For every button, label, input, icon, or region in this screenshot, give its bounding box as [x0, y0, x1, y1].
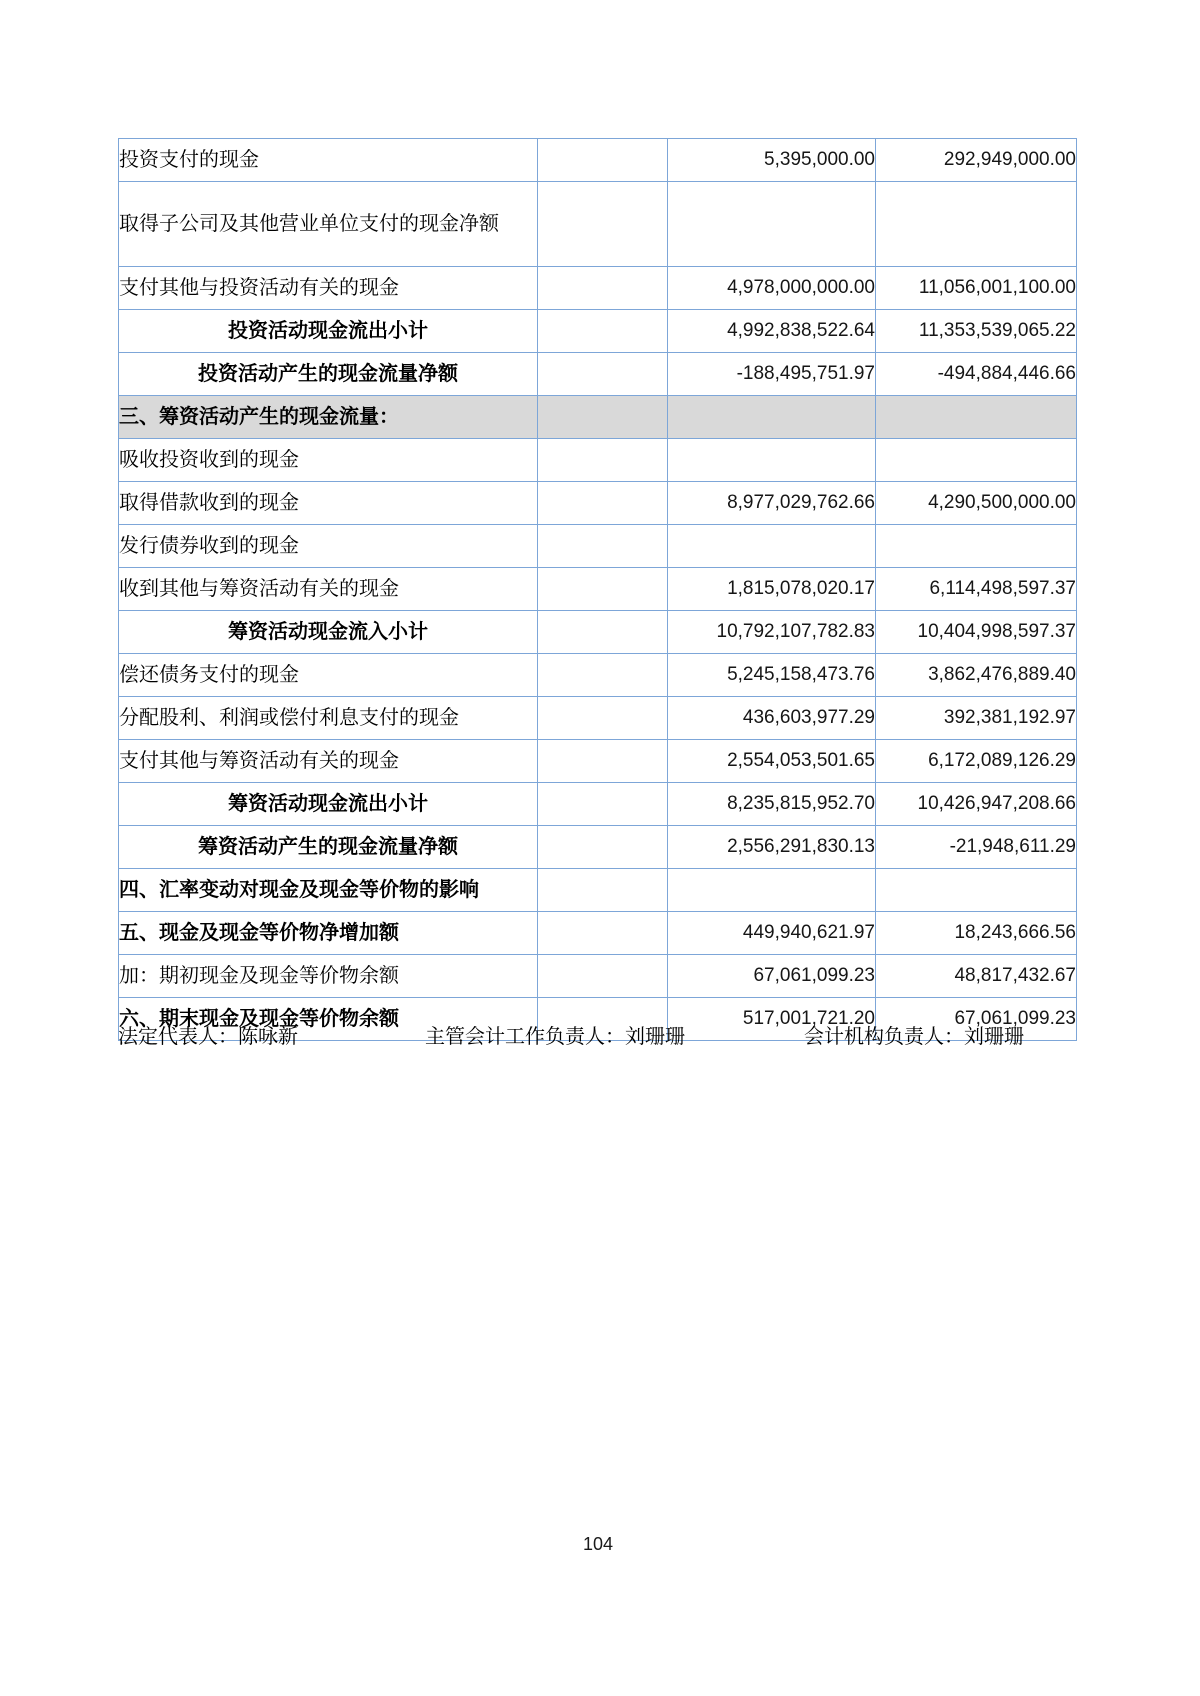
row-note-cell — [538, 139, 668, 182]
row-label: 筹资活动现金流出小计 — [119, 783, 538, 826]
prior-period-value: 292,949,000.00 — [876, 139, 1077, 182]
cash-flow-table — [118, 138, 1077, 1041]
row-note-cell — [538, 826, 668, 869]
table-row — [119, 353, 1077, 396]
row-note-cell — [538, 955, 668, 998]
row-note-cell — [538, 740, 668, 783]
prior-period-value: 6,114,498,597.37 — [876, 568, 1077, 611]
row-label: 投资支付的现金 — [119, 139, 538, 182]
current-period-value: -188,495,751.97 — [668, 353, 876, 396]
row-label: 筹资活动产生的现金流量净额 — [119, 826, 538, 869]
current-period-value: 4,978,000,000.00 — [668, 267, 876, 310]
row-label: 发行债券收到的现金 — [119, 525, 538, 568]
prior-period-value: 67,061,099.23 — [876, 998, 1077, 1041]
prior-period-value — [876, 439, 1077, 482]
accounting-dept-head-label: 会计机构负责人：刘珊珊 — [804, 1026, 1024, 1048]
current-period-value: 8,977,029,762.66 — [668, 482, 876, 525]
row-note-cell — [538, 869, 668, 912]
current-period-value — [668, 869, 876, 912]
current-period-value: 2,556,291,830.13 — [668, 826, 876, 869]
row-note-cell — [538, 482, 668, 525]
row-label: 取得借款收到的现金 — [119, 482, 538, 525]
prior-period-value: 4,290,500,000.00 — [876, 482, 1077, 525]
table-row — [119, 396, 1077, 439]
table-row — [119, 955, 1077, 998]
current-period-value: 10,792,107,782.83 — [668, 611, 876, 654]
table-row — [119, 697, 1077, 740]
current-period-value: 67,061,099.23 — [668, 955, 876, 998]
table-row — [119, 826, 1077, 869]
prior-period-value: 392,381,192.97 — [876, 697, 1077, 740]
row-label: 三、筹资活动产生的现金流量： — [119, 396, 538, 439]
row-note-cell — [538, 439, 668, 482]
table-row — [119, 568, 1077, 611]
row-note-cell — [538, 310, 668, 353]
page-number: 104 — [582, 1534, 614, 1554]
row-note-cell — [538, 396, 668, 439]
row-note-cell — [538, 912, 668, 955]
prior-period-value: 10,426,947,208.66 — [876, 783, 1077, 826]
row-label: 六、期末现金及现金等价物余额 — [119, 998, 538, 1041]
prior-period-value: 3,862,476,889.40 — [876, 654, 1077, 697]
table-row — [119, 525, 1077, 568]
table-row — [119, 869, 1077, 912]
cash-flow-table-body — [119, 139, 1077, 1041]
row-label: 投资活动产生的现金流量净额 — [119, 353, 538, 396]
current-period-value: 2,554,053,501.65 — [668, 740, 876, 783]
row-label: 收到其他与筹资活动有关的现金 — [119, 568, 538, 611]
row-note-cell — [538, 525, 668, 568]
table-row — [119, 740, 1077, 783]
row-note-cell — [538, 697, 668, 740]
prior-period-value: -494,884,446.66 — [876, 353, 1077, 396]
row-note-cell — [538, 611, 668, 654]
legal-representative-label: 法定代表人：陈咏新 — [118, 1026, 298, 1048]
current-period-value — [668, 525, 876, 568]
prior-period-value — [876, 396, 1077, 439]
row-label: 分配股利、利润或偿付利息支付的现金 — [119, 697, 538, 740]
current-period-value: 436,603,977.29 — [668, 697, 876, 740]
row-note-cell — [538, 783, 668, 826]
row-label: 筹资活动现金流入小计 — [119, 611, 538, 654]
signature-line — [118, 1016, 1076, 1048]
table-row — [119, 783, 1077, 826]
current-period-value: 449,940,621.97 — [668, 912, 876, 955]
table-row — [119, 439, 1077, 482]
row-label: 加：期初现金及现金等价物余额 — [119, 955, 538, 998]
table-row — [119, 310, 1077, 353]
prior-period-value — [876, 525, 1077, 568]
row-label: 取得子公司及其他营业单位支付的现金净额 — [119, 182, 538, 267]
row-note-cell — [538, 353, 668, 396]
current-period-value: 1,815,078,020.17 — [668, 568, 876, 611]
current-period-value: 5,395,000.00 — [668, 139, 876, 182]
row-note-cell — [538, 182, 668, 267]
current-period-value: 4,992,838,522.64 — [668, 310, 876, 353]
table-row — [119, 482, 1077, 525]
current-period-value — [668, 182, 876, 267]
prior-period-value: 48,817,432.67 — [876, 955, 1077, 998]
current-period-value — [668, 439, 876, 482]
row-label: 四、汇率变动对现金及现金等价物的影响 — [119, 869, 538, 912]
row-note-cell — [538, 568, 668, 611]
table-row — [119, 139, 1077, 182]
table-row — [119, 267, 1077, 310]
accounting-head-label: 主管会计工作负责人：刘珊珊 — [425, 1026, 685, 1048]
prior-period-value: 11,056,001,100.00 — [876, 267, 1077, 310]
prior-period-value — [876, 869, 1077, 912]
row-label: 支付其他与筹资活动有关的现金 — [119, 740, 538, 783]
prior-period-value — [876, 182, 1077, 267]
row-note-cell — [538, 654, 668, 697]
table-row — [119, 654, 1077, 697]
row-label: 投资活动现金流出小计 — [119, 310, 538, 353]
table-row — [119, 182, 1077, 267]
row-label: 支付其他与投资活动有关的现金 — [119, 267, 538, 310]
current-period-value — [668, 396, 876, 439]
prior-period-value: 10,404,998,597.37 — [876, 611, 1077, 654]
prior-period-value: 6,172,089,126.29 — [876, 740, 1077, 783]
current-period-value: 517,001,721.20 — [668, 998, 876, 1041]
table-row — [119, 611, 1077, 654]
prior-period-value: 18,243,666.56 — [876, 912, 1077, 955]
current-period-value: 8,235,815,952.70 — [668, 783, 876, 826]
row-label: 偿还债务支付的现金 — [119, 654, 538, 697]
current-period-value: 5,245,158,473.76 — [668, 654, 876, 697]
prior-period-value: 11,353,539,065.22 — [876, 310, 1077, 353]
prior-period-value: -21,948,611.29 — [876, 826, 1077, 869]
table-row — [119, 912, 1077, 955]
row-label: 五、现金及现金等价物净增加额 — [119, 912, 538, 955]
row-label: 吸收投资收到的现金 — [119, 439, 538, 482]
row-note-cell — [538, 267, 668, 310]
